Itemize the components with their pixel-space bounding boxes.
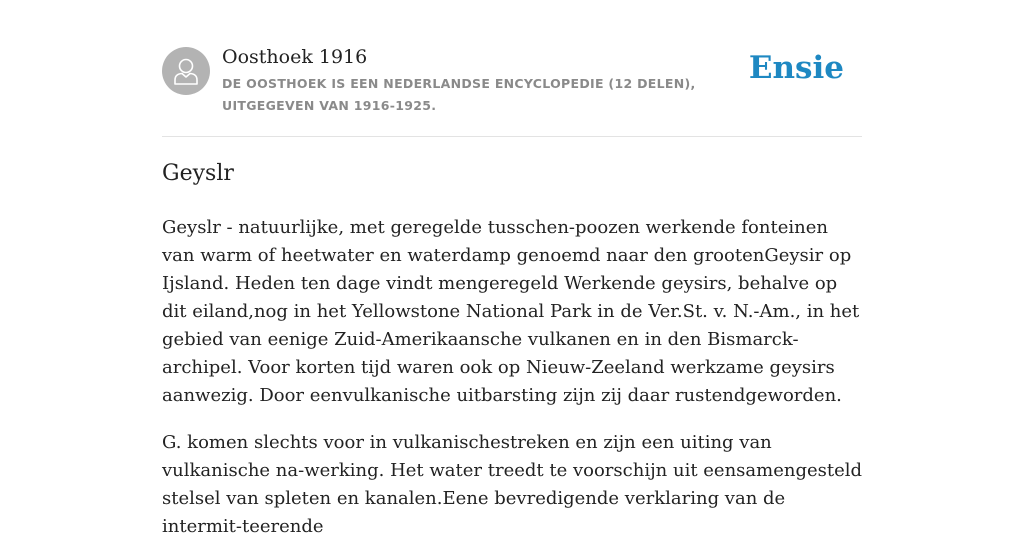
article-paragraph: Geyslr - natuurlijke, met geregelde tusschen-poozen werkende fonteinen van warm of heetwater en waterdamp genoemd naar den grootenGeysir op Ijsland. Heden ten dage vindt mengeregeld Werkende geysirs, behalve op dit eiland,nog in het Yellowstone National Park in de Ver.St. v. N.-Am., in het gebied van eenige Zuid-Amerikaansche vulkanen en in den Bismarck-archipel. Voor korten tijd waren ook op Nieuw-Zeeland werkzame geysirs aanwezig. Door eenvulkanische uitbarsting zijn zij daar rustendgeworden. xyxy=(162,217,860,406)
source-avatar[interactable] xyxy=(162,47,210,95)
source-title[interactable]: Oosthoek 1916 xyxy=(222,46,368,68)
ensie-logo[interactable]: Ensie xyxy=(748,50,844,86)
article-title: Geyslr xyxy=(162,161,234,186)
article-paragraph: G. komen slechts voor in vulkanischestreken en zijn een uiting van vulkanische na-werking. Het water treedt te voorschijn uit eensamengesteld stelsel van spleten en kanalen.Eene bevredigende verklaring van de intermit-teerende xyxy=(162,432,863,537)
article xyxy=(162,158,864,541)
user-avatar-icon xyxy=(172,56,200,86)
source-header xyxy=(162,44,862,137)
source-description: DE OOSTHOEK IS EEN NEDERLANDSE ENCYCLOPEDIE (12 DELEN), UITGEGEVEN VAN 1916-1925. xyxy=(222,76,696,113)
